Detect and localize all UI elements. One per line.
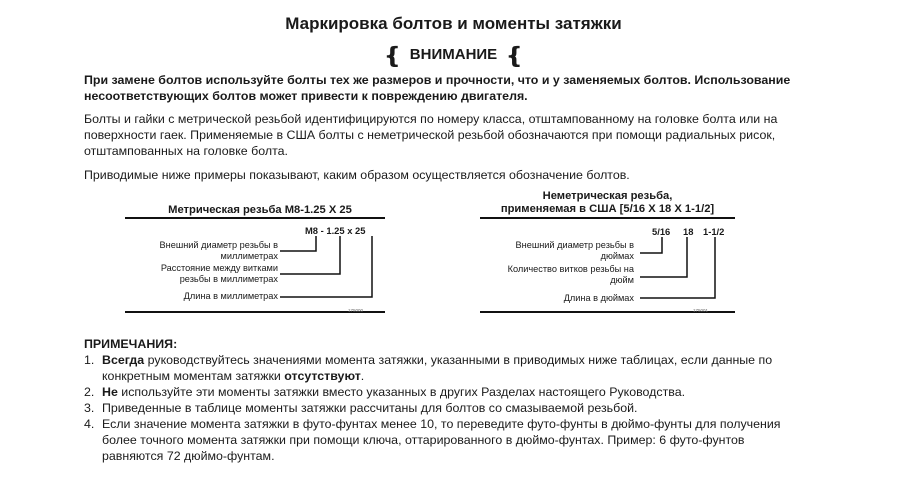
imperial-label-threads: Количество витков резьбы на дюйм (507, 264, 634, 285)
metric-label-diameter: Внешний диаметр резьбы в миллиметрах (159, 240, 278, 261)
page-title: Маркировка болтов и моменты затяжки (285, 14, 622, 33)
note-lead: Не (102, 385, 118, 399)
note-item (84, 352, 804, 384)
imperial-code-length: 1-1/2 (703, 226, 725, 237)
note-number: 3. (84, 401, 95, 415)
intro-paragraph: Болты и гайки с метрической резьбой идентифицируются по номеру класса, отштампованному на головке болта или на поверхности гаек. Применяемые в США болты с неметрической резьбой обозначаются при помощи радиальных рисок, отштампованных на головке болта. (84, 112, 778, 158)
note-item (84, 384, 804, 400)
metric-label-length: Длина в миллиметрах (183, 291, 278, 301)
note-text: Если значение момента затяжки в футо-фунтах менее 10, то переведите футо-фунты в дюймо-фунты для получения более точного момента затяжки при помощи ключа, оттарированного в дюймо-фунтах. Пример: 6 футо-фунтов равняются 72 дюймо-фунтам. (102, 417, 781, 463)
imperial-code-threads: 18 (683, 226, 694, 237)
imperial-leader-threads (640, 237, 687, 277)
note-lead: Всегда (102, 353, 145, 367)
note-text: используйте эти моменты затяжки вместо указанных в других Разделах настоящего Руководства. (117, 385, 686, 399)
examples-paragraph: Приводимые ниже примеры показывают, каким образом осуществляется обозначение болтов. (84, 168, 630, 182)
metric-figure-caption: Метрическая резьба M8-1.25 X 25 (168, 204, 352, 216)
notes-section (84, 336, 804, 464)
warning-label: ВНИМАНИЕ (409, 46, 498, 63)
note-item (84, 416, 804, 464)
note-emphasis: отсутствуют (284, 369, 361, 383)
note-text: руководствуйтесь значениями момента затяжки, указанными в приводимых ниже таблицах, если данные по конкретным моментам затяжки (102, 353, 773, 383)
note-number: 1. (84, 353, 95, 367)
notes-heading: ПРИМЕЧАНИЯ: (84, 337, 178, 351)
metric-leader-pitch (280, 236, 340, 274)
imperial-label-length: Длина в дюймах (563, 293, 634, 303)
imperial-figure-caption-line1: Неметрическая резьба, (542, 190, 673, 202)
warning-header (0, 42, 907, 68)
note-text: Приведенные в таблице моменты затяжки рассчитаны для болтов со смазываемой резьбой. (102, 401, 638, 415)
warning-text: При замене болтов используйте болты тех же размеров и прочности, что и у заменяемых болтов. Использование несоответствующих болтов может привести к повреждению двигателя. (84, 73, 791, 103)
warning-right-icon: ❴ (505, 42, 524, 68)
metric-leader-diameter (280, 236, 316, 251)
warning-left-icon: ❴ (383, 42, 402, 68)
note-number: 4. (84, 417, 95, 431)
imperial-code-diameter: 5/16 (652, 226, 671, 237)
imperial-leader-diameter (640, 237, 662, 253)
imperial-leader-length (640, 237, 715, 298)
note-tail: . (360, 369, 365, 383)
imperial-figure-caption-line2: применяемая в США [5/16 X 18 X 1-1/2] (500, 203, 715, 215)
note-number: 2. (84, 385, 95, 399)
metric-code: M8 - 1.25 x 25 (305, 225, 366, 236)
metric-ref-number: 175000 (348, 308, 364, 313)
note-item (84, 400, 804, 416)
imperial-ref-number: 175001 (693, 308, 709, 313)
metric-leader-length (280, 236, 372, 297)
imperial-label-diameter: Внешний диаметр резьбы в дюймах (515, 240, 634, 261)
metric-label-pitch: Расстояние между витками резьбы в миллиметрах (160, 263, 278, 284)
